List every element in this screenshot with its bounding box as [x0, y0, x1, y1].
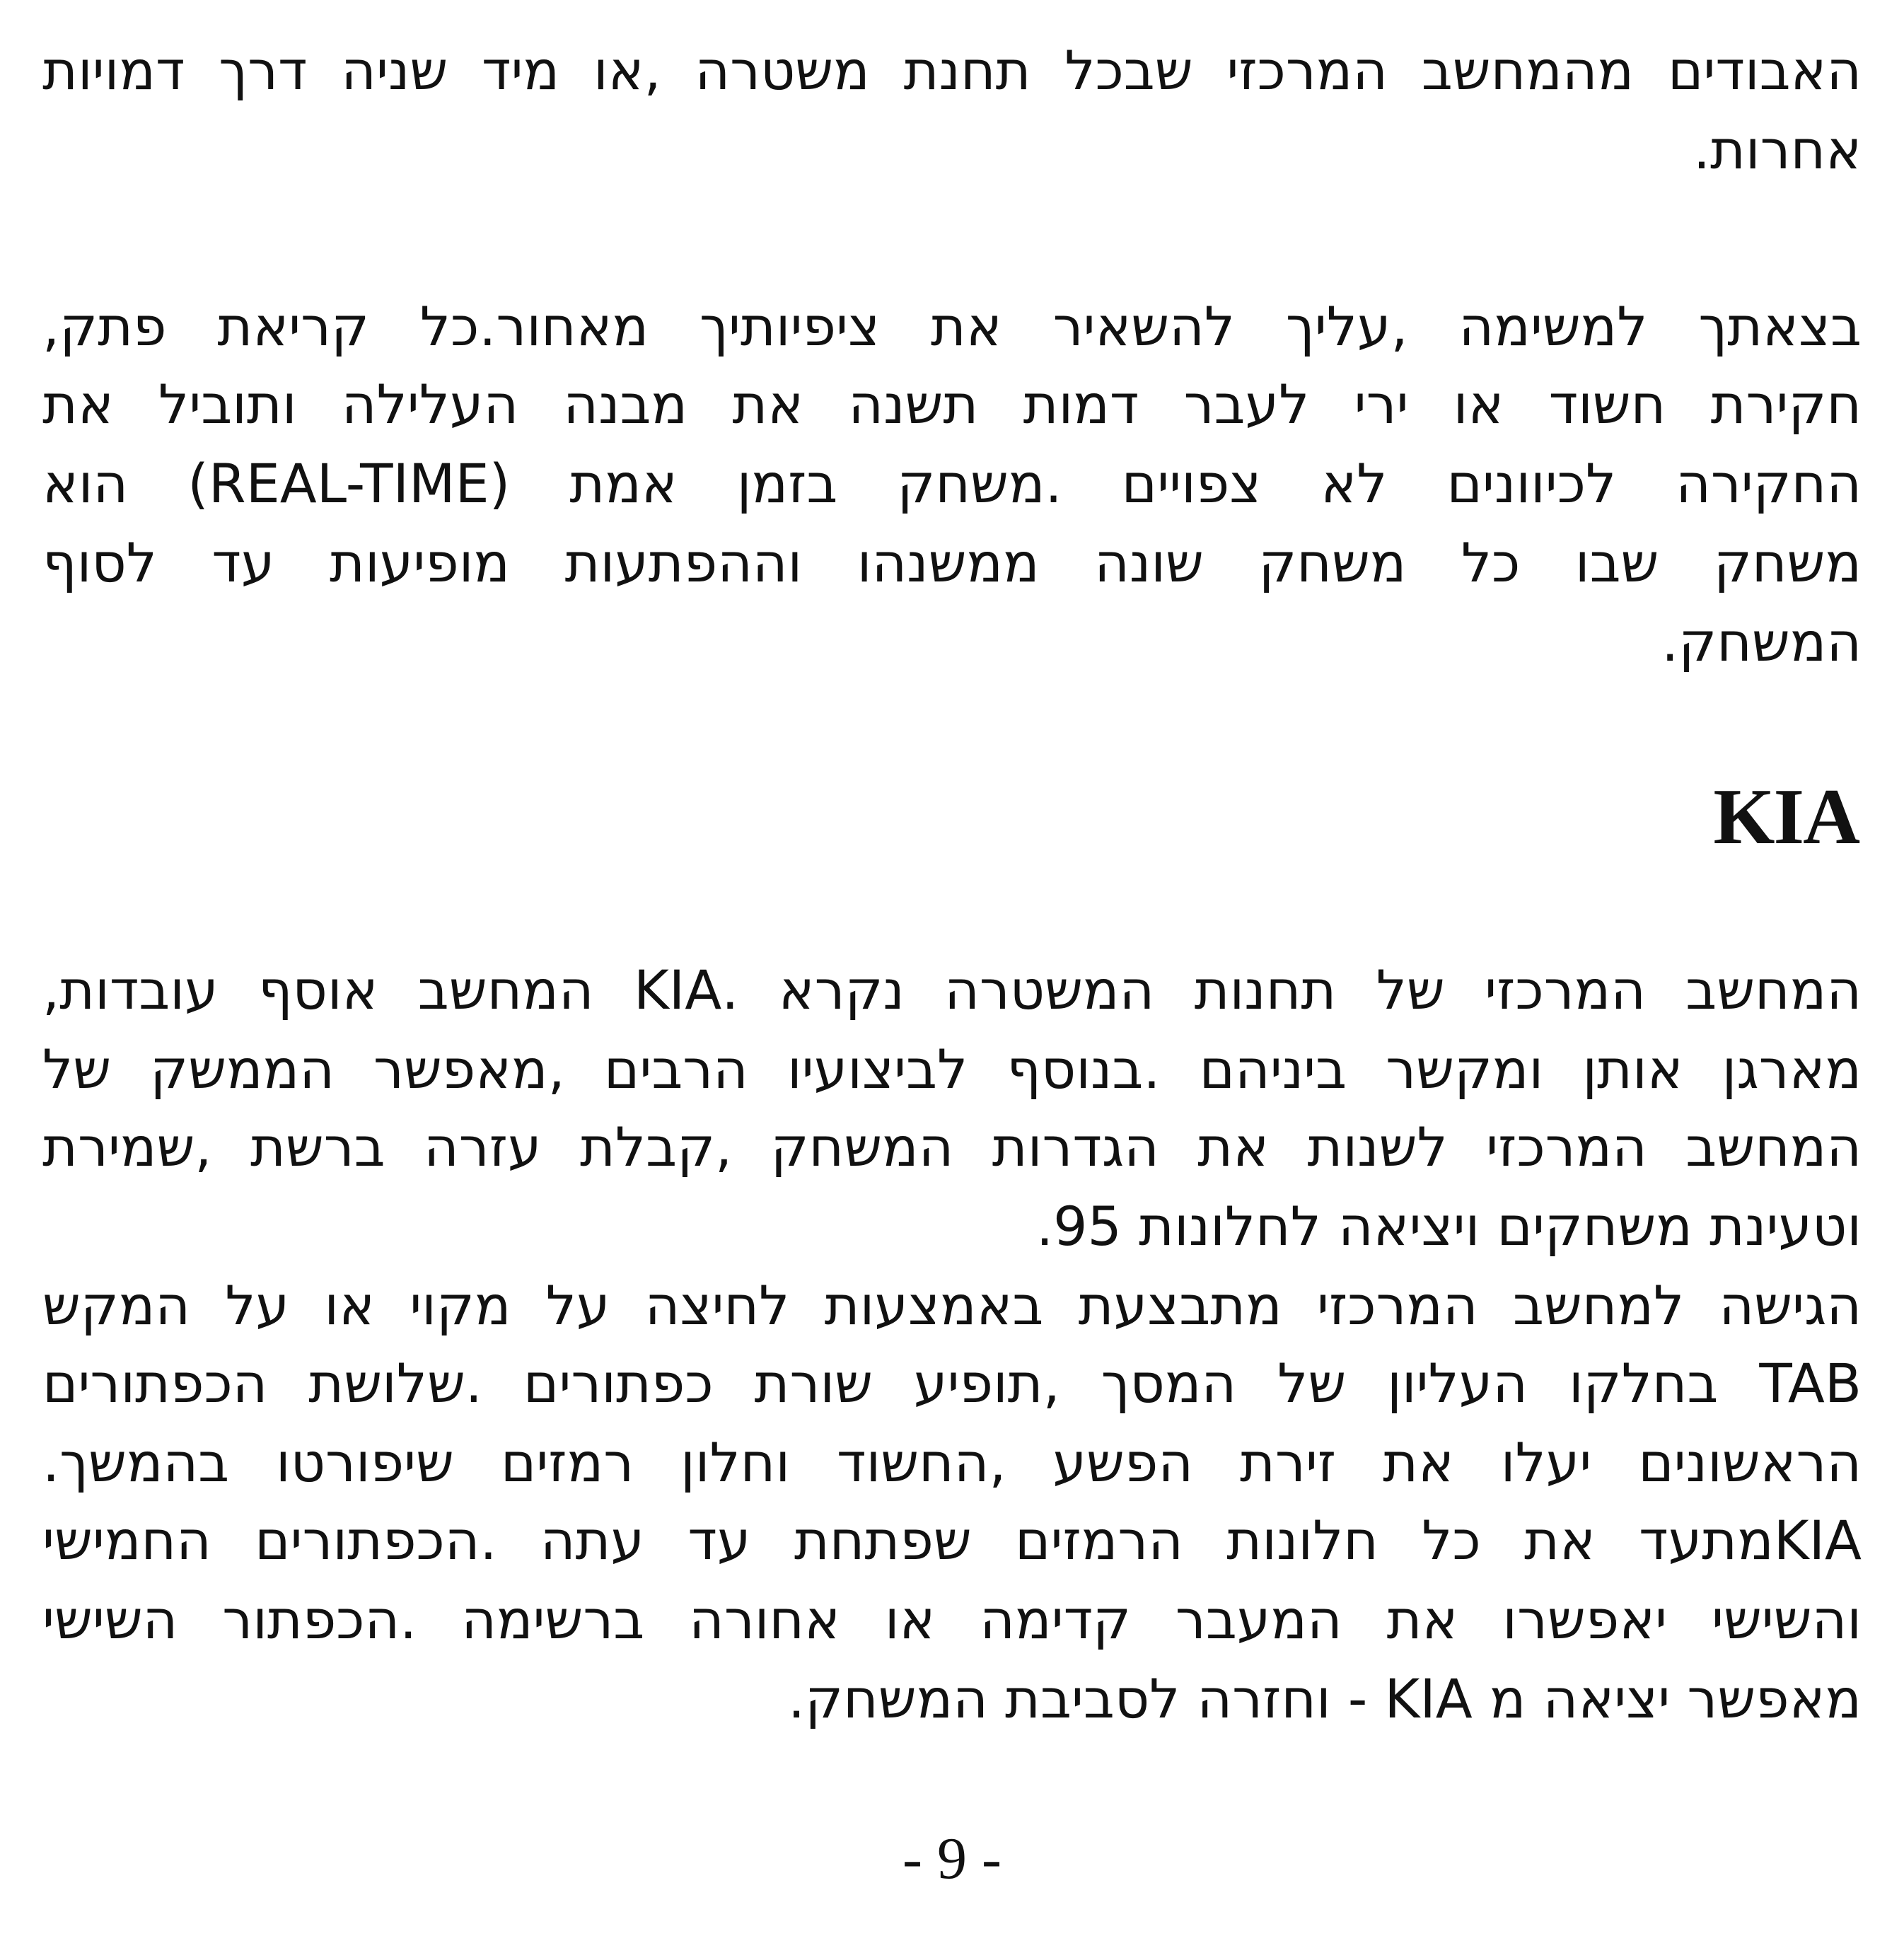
- text-line: מאפשר יציאה מ KIA - וחזרה לסביבת המשחק.: [788, 1667, 1862, 1730]
- text-line: המחשב המרכזי לשנות את הגדרות המשחק ,קבלת עזרה ברשת ,שמירת: [42, 1116, 1862, 1178]
- text-line: והשישי יאפשרו את המעבר קדימה או אחורה ברשימה .הכפתור השישי: [42, 1588, 1862, 1651]
- text-line: המשחק.: [1661, 610, 1862, 673]
- text-line: המחשב המרכזי של תחנות המשטרה נקרא .KIA המחשב אוסף עובדות,: [42, 958, 1862, 1021]
- text-line: מארגן אותן ומקשר ביניהם .בנוסף לביצועיו הרבים ,מאפשר הממשק של: [42, 1038, 1862, 1101]
- text-line: משחק שבו כל משחק שונה ממשנהו וההפתעות מופיעות עד לסוף: [42, 531, 1862, 594]
- text-line: החקירה לכיוונים לא צפויים .משחק בזמן אמת (REAL-TIME) הוא: [42, 452, 1862, 515]
- text-line: בצאתך למשימה ,עליך להשאיר את ציפיותיך מאחור.כל קריאת פתק,: [42, 295, 1862, 358]
- text-line: חקירת חשוד או ירי לעבר דמות תשנה את מבנה העלילה ותוביל את: [42, 373, 1862, 436]
- section-heading: KIA: [1713, 773, 1859, 861]
- text-line: האבודים מהמחשב המרכזי שבכל תחנת משטרה ,או מיד שניה דרך דמויות: [42, 39, 1862, 102]
- page-number: - 9 -: [902, 1826, 1002, 1891]
- text-line: וטעינת משחקים ויציאה לחלונות 95.: [1035, 1195, 1862, 1258]
- text-line: KIAמתעד את כל חלונות הרמזים שפתחת עד עתה .הכפתורים החמישי: [42, 1509, 1862, 1572]
- text-line: הגישה למחשב המרכזי מתבצעת באמצעות לחיצה על מקוי או על המקש: [42, 1274, 1862, 1337]
- text-line: TAB בחלקו העליון של המסך ,תופיע שורת כפתורים .שלושת הכפתורים: [42, 1352, 1862, 1415]
- text-line: אחרות.: [1693, 118, 1862, 181]
- text-line: הראשונים יעלו את זירת הפשע ,החשוד וחלון רמזים שיפורטו בהמשך.: [42, 1431, 1862, 1494]
